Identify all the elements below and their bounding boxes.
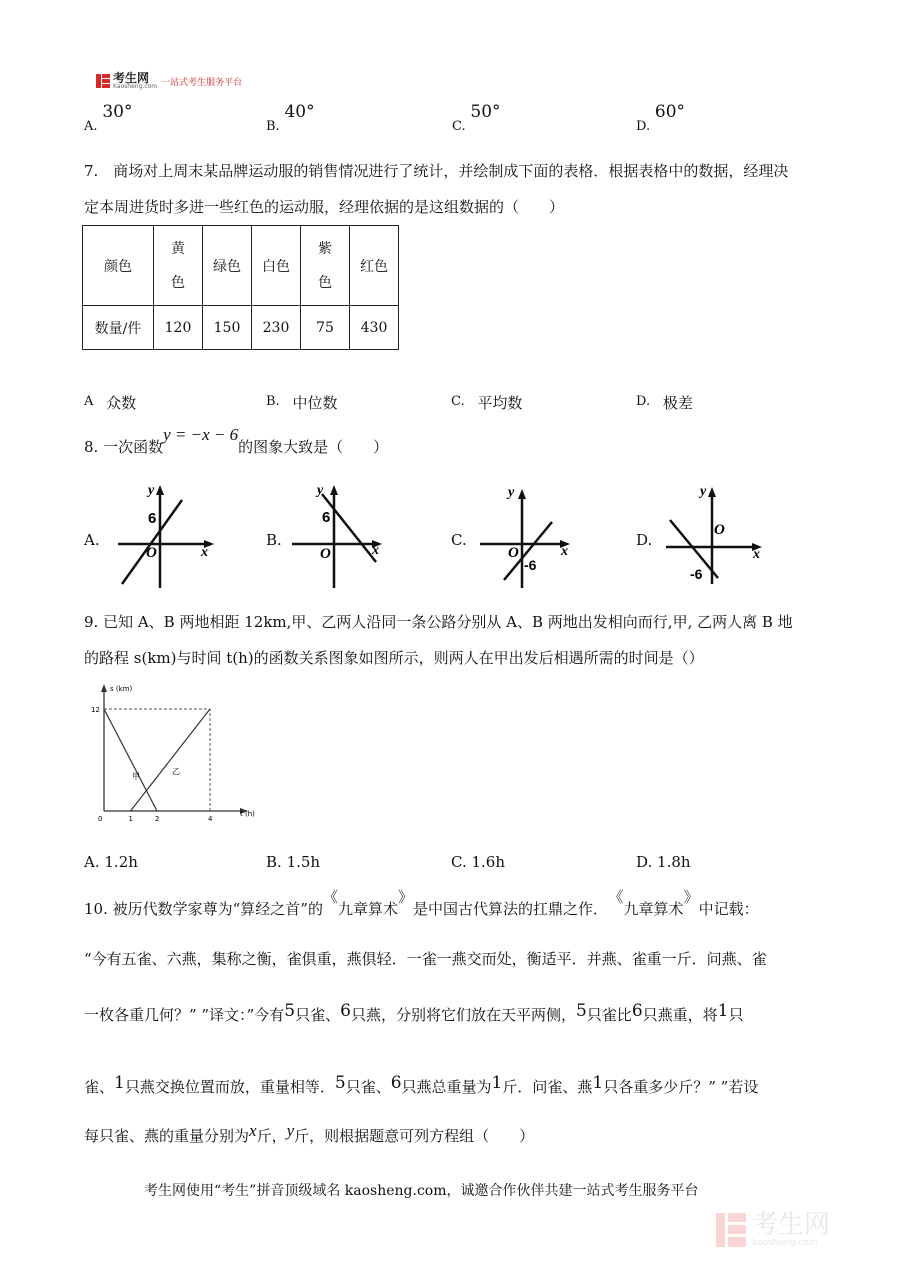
svg-text:6: 6 <box>148 510 157 527</box>
q9-xlabel: t (h) <box>240 810 255 818</box>
q8-question: 8. 一次函数y = −x − 6的图象大致是（ ） <box>84 425 389 456</box>
table-cell: 紫 色 <box>301 226 350 306</box>
q6-option-c: C. 50° <box>452 102 501 134</box>
q10-line5: 每只雀、燕的重量分别为x斤，y斤，则根据题意可列方程组（ ） <box>84 1121 535 1145</box>
svg-text:x: x <box>372 543 379 558</box>
q6-option-b: B. 40° <box>266 102 315 134</box>
q8-option-c-label: C. <box>451 531 467 549</box>
watermark-logo-icon <box>716 1213 746 1247</box>
logo-icon <box>96 74 110 88</box>
q9-text-line2: 的路程 s(km)与时间 t(h)的函数关系图象如图所示，则两人在甲出发后相遇所需的时间是（） <box>84 649 704 667</box>
svg-text:-6: -6 <box>690 566 703 582</box>
q7-sales-table <box>82 225 399 350</box>
q10-book-title: 九章算术 <box>337 900 398 918</box>
x-tick-label: 2 <box>155 815 160 823</box>
q8-option-a-label: A. <box>84 531 100 549</box>
table-row <box>83 226 399 306</box>
table-cell: 数量/件 <box>83 306 154 350</box>
table-cell: 150 <box>203 306 252 350</box>
logo-domain: Kaosheng.com <box>113 83 158 90</box>
q9-option-b: B. 1.5h <box>266 853 321 871</box>
footer-text: 考生网使用“考生”拼音顶级域名 kaosheng.com，诚邀合作伙伴共建一站式考生服务平台 <box>144 1183 699 1199</box>
q7-text-line1: 7. 商场对上周末某品牌运动服的销售情况进行了统计，并绘制成下面的表格．根据表格中的数据，经理决 <box>84 162 789 180</box>
svg-text:O: O <box>146 545 157 561</box>
q9-option-a: A. 1.2h <box>84 853 138 871</box>
table-cell: 120 <box>154 306 203 350</box>
svg-text:y: y <box>508 485 515 500</box>
svg-text:O: O <box>508 545 519 561</box>
q9-ylabel: s (km) <box>110 685 133 693</box>
table-cell: 230 <box>252 306 301 350</box>
logo-slogan: 一站式考生服务平台 <box>161 77 243 88</box>
svg-text:y: y <box>317 483 324 498</box>
q6-option-d: D. 60° <box>636 102 686 134</box>
svg-text:y: y <box>700 484 707 499</box>
table-row <box>83 306 399 350</box>
table-cell: 白色 <box>252 226 301 306</box>
x-tick-label: 4 <box>208 815 213 823</box>
table-cell: 75 <box>301 306 350 350</box>
q10-line2: “今有五雀、六燕，集称之衡，雀俱重，燕俱轻．一雀一燕交而处，衡适平．并燕、雀重一斤．问燕、雀 <box>84 950 767 968</box>
q6-option-a: A. 30° <box>84 102 133 134</box>
watermark <box>716 1212 830 1248</box>
q8-graph-a <box>110 480 220 590</box>
table-cell: 黄 色 <box>154 226 203 306</box>
svg-text:x: x <box>201 545 208 560</box>
q7-option-b: B. 中位数 <box>266 394 338 412</box>
logo-name: 考生网 <box>113 71 150 85</box>
series-label-yi: 乙 <box>172 767 180 776</box>
svg-text:-6: -6 <box>524 557 537 573</box>
y-tick-label: 12 <box>91 706 100 714</box>
q8-formula: y = −x − 6 <box>163 425 239 444</box>
svg-text:O: O <box>714 522 725 538</box>
q7-text-line2: 定本周进货时多进一些红色的运动服，经理依据的是这组数据的（ ） <box>84 198 565 216</box>
site-logo <box>96 72 242 90</box>
table-cell: 绿色 <box>203 226 252 306</box>
series-line-yi <box>131 709 211 811</box>
svg-text:x: x <box>561 544 568 559</box>
q8-option-d-label: D. <box>636 531 653 549</box>
q10-line4: 雀、1只燕交换位置而放，重量相等．5只雀、6只燕总重量为1斤．问雀、燕1只各重多少斤？” ”若设 <box>84 1073 759 1096</box>
q9-text-line1: 9. 已知 A、B 两地相距 12km,甲、乙两人沿同一条公路分别从 A、B 两地出发相向而行,甲, 乙两人离 B 地 <box>84 613 793 631</box>
table-cell: 红色 <box>350 226 399 306</box>
watermark-name: 考生网 <box>752 1210 831 1240</box>
q9-option-d: D. 1.8h <box>636 853 691 871</box>
q9-option-c: C. 1.6h <box>451 853 506 871</box>
q8-graph-c <box>474 480 584 590</box>
q7-option-d: D. 极差 <box>636 394 693 412</box>
svg-text:x: x <box>753 547 760 562</box>
q8-graph-b <box>288 480 398 590</box>
table-cell: 430 <box>350 306 399 350</box>
x-tick-label: 1 <box>128 815 133 823</box>
series-line-jia <box>104 709 157 811</box>
q10-line1: 10. 被历代数学家尊为“算经之首”的《九章算术》是中国古代算法的扛鼎之作．《九章算术》中记载： <box>84 888 759 918</box>
svg-text:y: y <box>148 483 155 498</box>
series-label-jia: 甲 <box>132 772 140 781</box>
q7-option-c: C. 平均数 <box>451 394 523 412</box>
q9-chart <box>84 676 274 831</box>
q8-option-b-label: B. <box>266 531 282 549</box>
svg-text:O: O <box>320 546 331 562</box>
table-cell: 颜色 <box>83 226 154 306</box>
svg-text:6: 6 <box>322 509 331 526</box>
q7-option-a: A 众数 <box>84 394 137 412</box>
watermark-domain: kaosheng.com <box>752 1238 818 1248</box>
q9-y-arrow <box>101 684 107 692</box>
q10-line3: 一枚各重几何？” ”译文：”今有5只雀、6只燕，分别将它们放在天平两侧，5只雀比6只燕重，将1只 <box>84 1001 744 1024</box>
x-tick-label: 0 <box>98 815 103 823</box>
q8-graph-d <box>660 480 770 590</box>
